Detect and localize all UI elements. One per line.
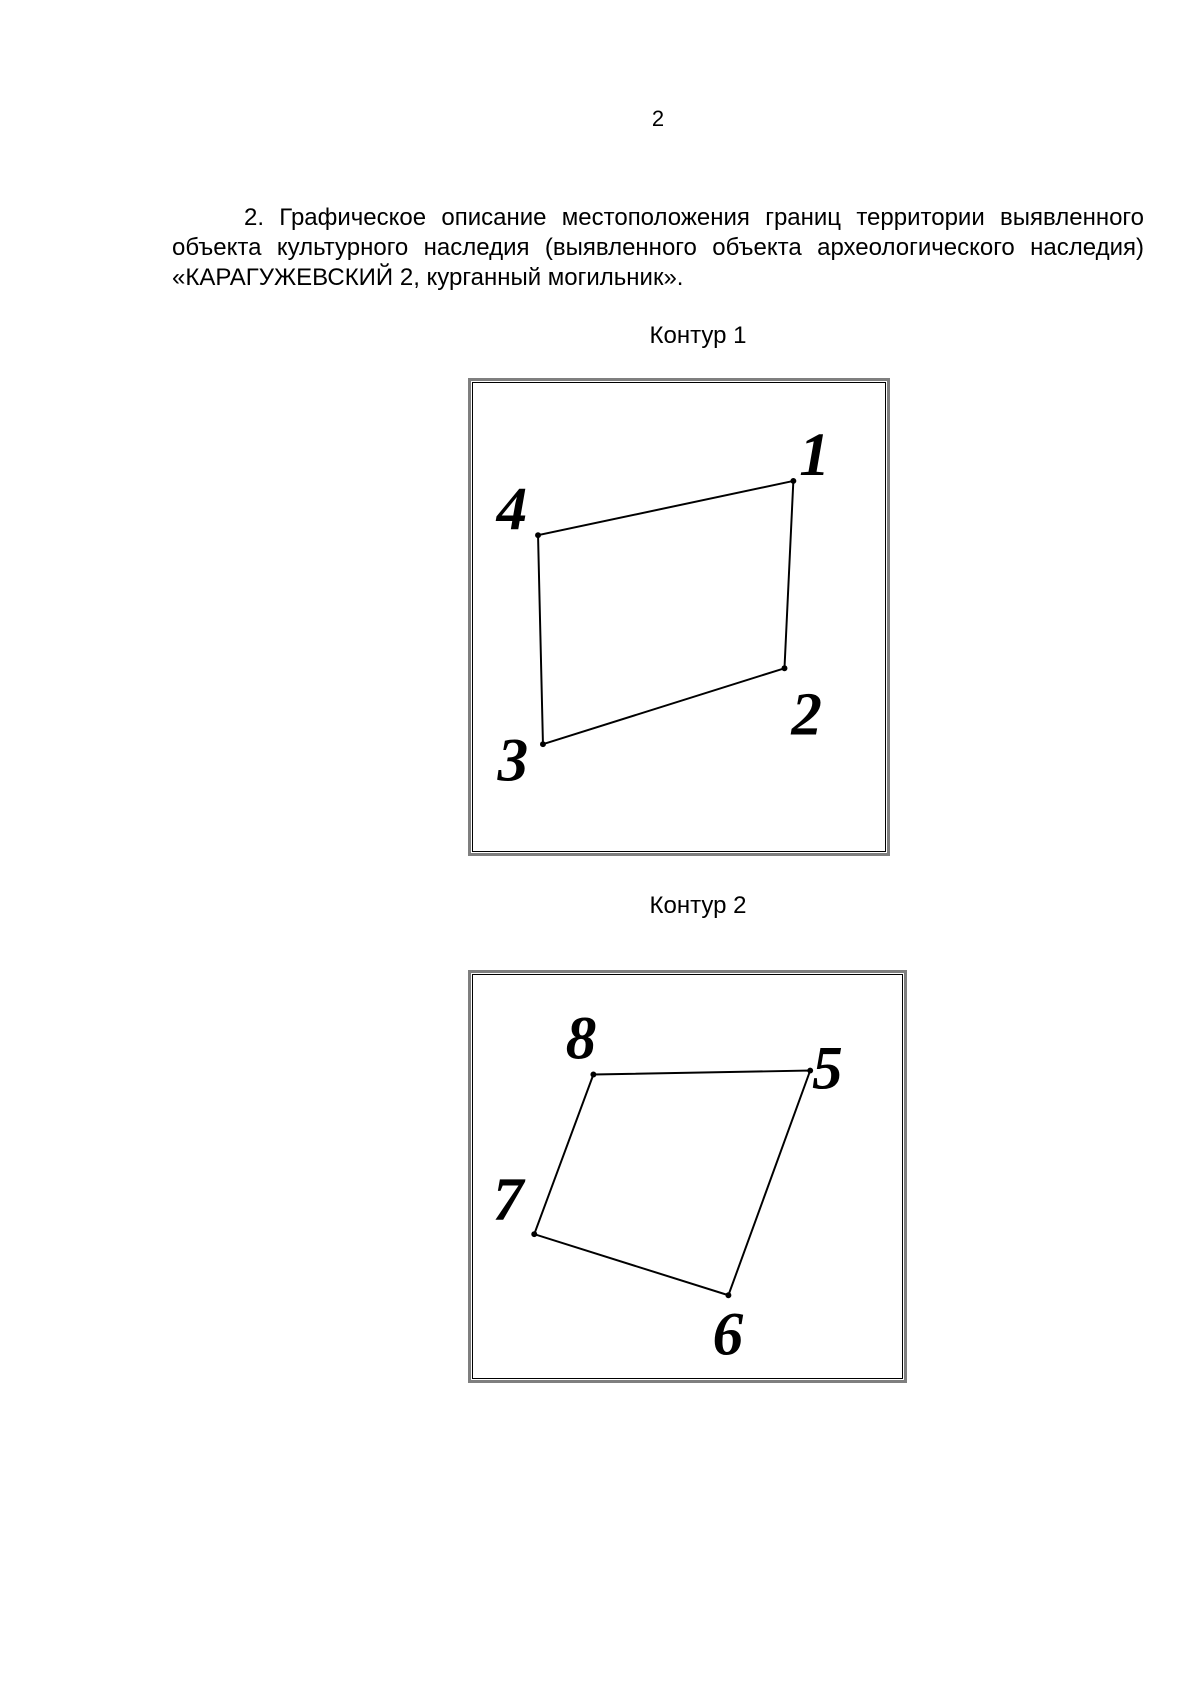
contour-2-diagram <box>468 970 907 1383</box>
contour-2-caption: Контур 2 <box>649 892 747 919</box>
contour-1-label-2: 2 <box>791 681 822 749</box>
contour-2-point-6 <box>725 1292 731 1298</box>
contour-2-point-7 <box>531 1231 537 1237</box>
contour-1-label-1: 1 <box>799 422 830 490</box>
contour-1-caption: Контур 1 <box>649 322 747 349</box>
contour-1-label-4: 4 <box>496 476 528 544</box>
description-paragraph: 2. Графическое описание местоположения границ территории выявленного объекта культурного наследия (выявленного объекта археологического наследия) «КАРАГУЖЕВСКИЙ 2, курганный могильник». <box>172 204 1144 291</box>
contour-1-point-4 <box>535 532 541 538</box>
contour-2-label-5: 5 <box>812 1035 843 1103</box>
contour-2-label-6: 6 <box>712 1301 744 1369</box>
contour-1-svg <box>471 381 887 853</box>
contour-1-label-3: 3 <box>497 727 529 795</box>
contour-1-point-3 <box>540 741 546 747</box>
contour-2-label-8: 8 <box>565 1005 597 1073</box>
contour-1-point-1 <box>790 478 796 484</box>
contour-1-polygon <box>538 481 793 744</box>
contour-1-diagram <box>468 378 890 856</box>
contour-1-point-2 <box>782 665 788 671</box>
contour-2-svg <box>471 973 904 1380</box>
contour-2-label-7: 7 <box>492 1166 524 1234</box>
contour-2-polygon <box>534 1071 810 1296</box>
page-number: 2 <box>651 106 665 131</box>
